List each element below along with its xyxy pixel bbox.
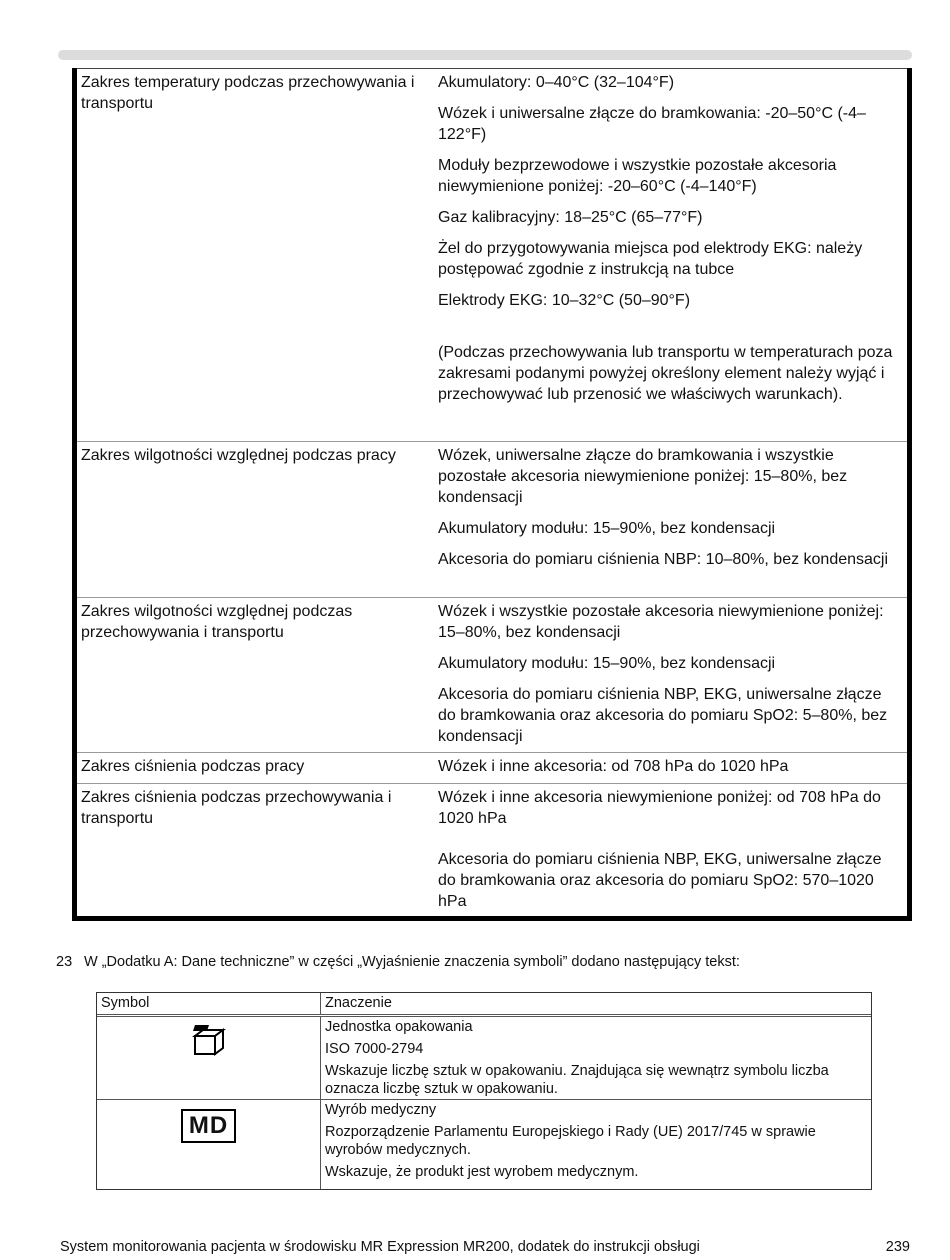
page-number: 239 bbox=[885, 1239, 910, 1255]
value-line: (Podczas przechowywania lub transportu w temperaturach poza zakresami podanymi powyżej określony element należy wyjąć i przechowywać lub przenosić we właściwych warunkach). bbox=[438, 344, 893, 403]
meaning-line: Jednostka opakowania bbox=[325, 1019, 473, 1035]
meaning-line: Rozporządzenie Parlamentu Europejskiego i Rady (UE) 2017/745 w sprawie wyrobów medycznych. bbox=[325, 1124, 816, 1158]
symbol-cell bbox=[97, 1017, 321, 1099]
value-line: Akumulatory modułu: 15–90%, bez kondensacji bbox=[438, 520, 776, 537]
row-label: Zakres temperatury podczas przechowywania i transportu bbox=[81, 74, 415, 112]
meaning-cell bbox=[321, 1017, 871, 1099]
specifications-table bbox=[72, 68, 912, 921]
note-text: W „Dodatku A: Dane techniczne” w części „Wyjaśnienie znaczenia symboli” dodano następujący tekst: bbox=[84, 954, 740, 970]
unit-package-icon bbox=[191, 1023, 227, 1057]
header-symbol: Symbol bbox=[97, 993, 321, 1014]
value-line: Akcesoria do pomiaru ciśnienia NBP, EKG, uniwersalne złącze do bramkowania oraz akcesoria do pomiaru SpO2: 5–80%, bez kondensacji bbox=[438, 686, 888, 745]
value-line: Wózek i inne akcesoria niewymienione poniżej: od 708 hPa do 1020 hPa bbox=[438, 789, 881, 827]
meaning-line: ISO 7000-2794 bbox=[325, 1041, 424, 1057]
footer-title: System monitorowania pacjenta w środowisku MR Expression MR200, dodatek do instrukcji obsługi bbox=[60, 1239, 700, 1255]
table-row bbox=[77, 68, 907, 441]
value-line: Akcesoria do pomiaru ciśnienia NBP: 10–80%, bez kondensacji bbox=[438, 551, 889, 568]
value-line: Wózek i uniwersalne złącze do bramkowania: -20–50°C (-4–122°F) bbox=[438, 105, 866, 143]
symbol-cell bbox=[97, 1100, 321, 1189]
value-line: Wózek i wszystkie pozostałe akcesoria niewymienione poniżej: 15–80%, bez kondensacji bbox=[438, 603, 884, 641]
symbol-table bbox=[96, 992, 872, 1190]
page-footer bbox=[60, 1239, 910, 1255]
table-row bbox=[97, 1100, 871, 1189]
value-line: Wózek, uniwersalne złącze do bramkowania i wszystkie pozostałe akcesoria niewymienione poniżej: 15–80%, bez kondensacji bbox=[438, 447, 848, 506]
note-number: 23 bbox=[56, 954, 73, 970]
table-row bbox=[77, 597, 907, 752]
value-line: Akumulatory: 0–40°C (32–104°F) bbox=[438, 74, 675, 91]
row-label: Zakres ciśnienia podczas pracy bbox=[81, 758, 305, 775]
change-note bbox=[56, 953, 740, 971]
table-row bbox=[77, 783, 907, 916]
symbol-table-header bbox=[97, 993, 871, 1017]
row-values bbox=[433, 753, 907, 783]
value-line: Akcesoria do pomiaru ciśnienia NBP, EKG, uniwersalne złącze do bramkowania oraz akcesoria do pomiaru SpO2: 570–1020 hPa bbox=[438, 851, 882, 910]
row-label: Zakres wilgotności względnej podczas pracy bbox=[81, 447, 396, 464]
meaning-cell bbox=[321, 1100, 871, 1189]
value-line: Akumulatory modułu: 15–90%, bez kondensacji bbox=[438, 655, 776, 672]
medical-device-icon: MD bbox=[181, 1109, 236, 1143]
header-meaning: Znaczenie bbox=[325, 995, 392, 1011]
value-line: Wózek i inne akcesoria: od 708 hPa do 1020 hPa bbox=[438, 758, 789, 775]
row-values bbox=[433, 784, 907, 916]
table-row bbox=[77, 441, 907, 597]
meaning-line: Wskazuje, że produkt jest wyrobem medycznym. bbox=[325, 1164, 639, 1180]
row-values bbox=[433, 442, 907, 597]
row-label: Zakres ciśnienia podczas przechowywania i transportu bbox=[81, 789, 392, 827]
row-values bbox=[433, 69, 907, 441]
table-row bbox=[77, 752, 907, 783]
value-line: Moduły bezprzewodowe i wszystkie pozostałe akcesoria niewymienione poniżej: -20–60°C (-4–140°F) bbox=[438, 157, 837, 195]
value-line: Gaz kalibracyjny: 18–25°C (65–77°F) bbox=[438, 209, 703, 226]
row-values bbox=[433, 598, 907, 752]
meaning-line: Wskazuje liczbę sztuk w opakowaniu. Znajdująca się wewnątrz symbolu liczba oznacza liczbę sztuk w opakowaniu. bbox=[325, 1063, 829, 1097]
value-line: Żel do przygotowywania miejsca pod elektrody EKG: należy postępować zgodnie z instrukcją na tubce bbox=[438, 240, 863, 278]
row-label: Zakres wilgotności względnej podczas przechowywania i transportu bbox=[81, 603, 353, 641]
page-top-bar bbox=[58, 50, 912, 60]
meaning-line: Wyrób medyczny bbox=[325, 1102, 437, 1118]
table-row bbox=[97, 1017, 871, 1100]
value-line: Elektrody EKG: 10–32°C (50–90°F) bbox=[438, 292, 691, 309]
